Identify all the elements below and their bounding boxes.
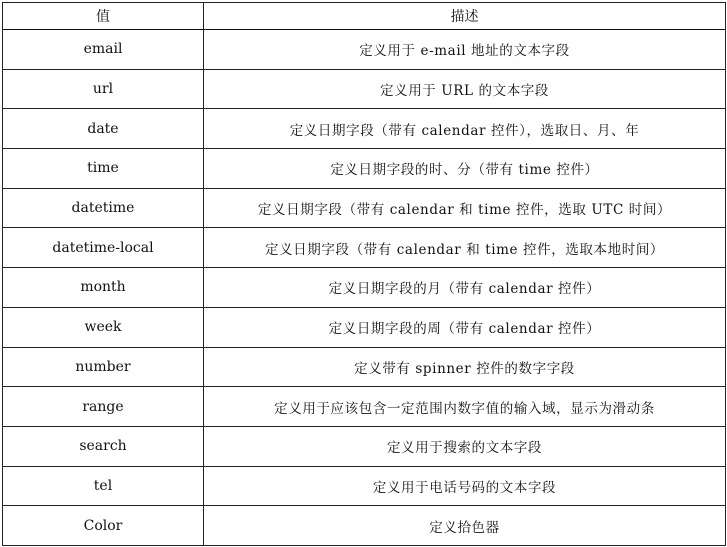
cell-value: tel [3, 466, 204, 506]
table-row [3, 69, 726, 109]
cell-value: datetime-local [3, 228, 204, 268]
cell-description: 定义用于 URL 的文本字段 [204, 69, 726, 109]
cell-description: 定义日期字段的周（带有 calendar 控件） [204, 307, 726, 347]
table-row [3, 466, 726, 506]
cell-value: week [3, 307, 204, 347]
cell-value: month [3, 268, 204, 308]
table-row [3, 506, 726, 546]
cell-value: time [3, 149, 204, 189]
cell-description: 定义日期字段（带有 calendar 和 time 控件，选取 UTC 时间） [204, 188, 726, 228]
cell-description: 定义用于电话号码的文本字段 [204, 466, 726, 506]
cell-value: datetime [3, 188, 204, 228]
cell-description: 定义拾色器 [204, 506, 726, 546]
cell-value: search [3, 426, 204, 466]
table-row [3, 188, 726, 228]
cell-value: range [3, 387, 204, 427]
header-description: 描述 [204, 3, 726, 30]
cell-description: 定义日期字段（带有 calendar 和 time 控件，选取本地时间） [204, 228, 726, 268]
table-row [3, 268, 726, 308]
table-row [3, 307, 726, 347]
header-value: 值 [3, 3, 204, 30]
input-types-table [2, 2, 726, 546]
cell-value: number [3, 347, 204, 387]
table-row [3, 347, 726, 387]
cell-value: email [3, 30, 204, 70]
cell-description: 定义用于 e-mail 地址的文本字段 [204, 30, 726, 70]
cell-description: 定义日期字段（带有 calendar 控件），选取日、月、年 [204, 109, 726, 149]
table-body [3, 30, 726, 546]
header-row [3, 3, 726, 30]
table-row [3, 387, 726, 427]
cell-description: 定义日期字段的月（带有 calendar 控件） [204, 268, 726, 308]
table-row [3, 426, 726, 466]
cell-description: 定义带有 spinner 控件的数字字段 [204, 347, 726, 387]
cell-description: 定义用于应该包含一定范围内数字值的输入域，显示为滑动条 [204, 387, 726, 427]
table-row [3, 149, 726, 189]
table-header [3, 3, 726, 30]
cell-value: date [3, 109, 204, 149]
table-row [3, 30, 726, 70]
table-row [3, 109, 726, 149]
cell-value: url [3, 69, 204, 109]
table-row [3, 228, 726, 268]
cell-description: 定义用于搜索的文本字段 [204, 426, 726, 466]
cell-value: Color [3, 506, 204, 546]
cell-description: 定义日期字段的时、分（带有 time 控件） [204, 149, 726, 189]
